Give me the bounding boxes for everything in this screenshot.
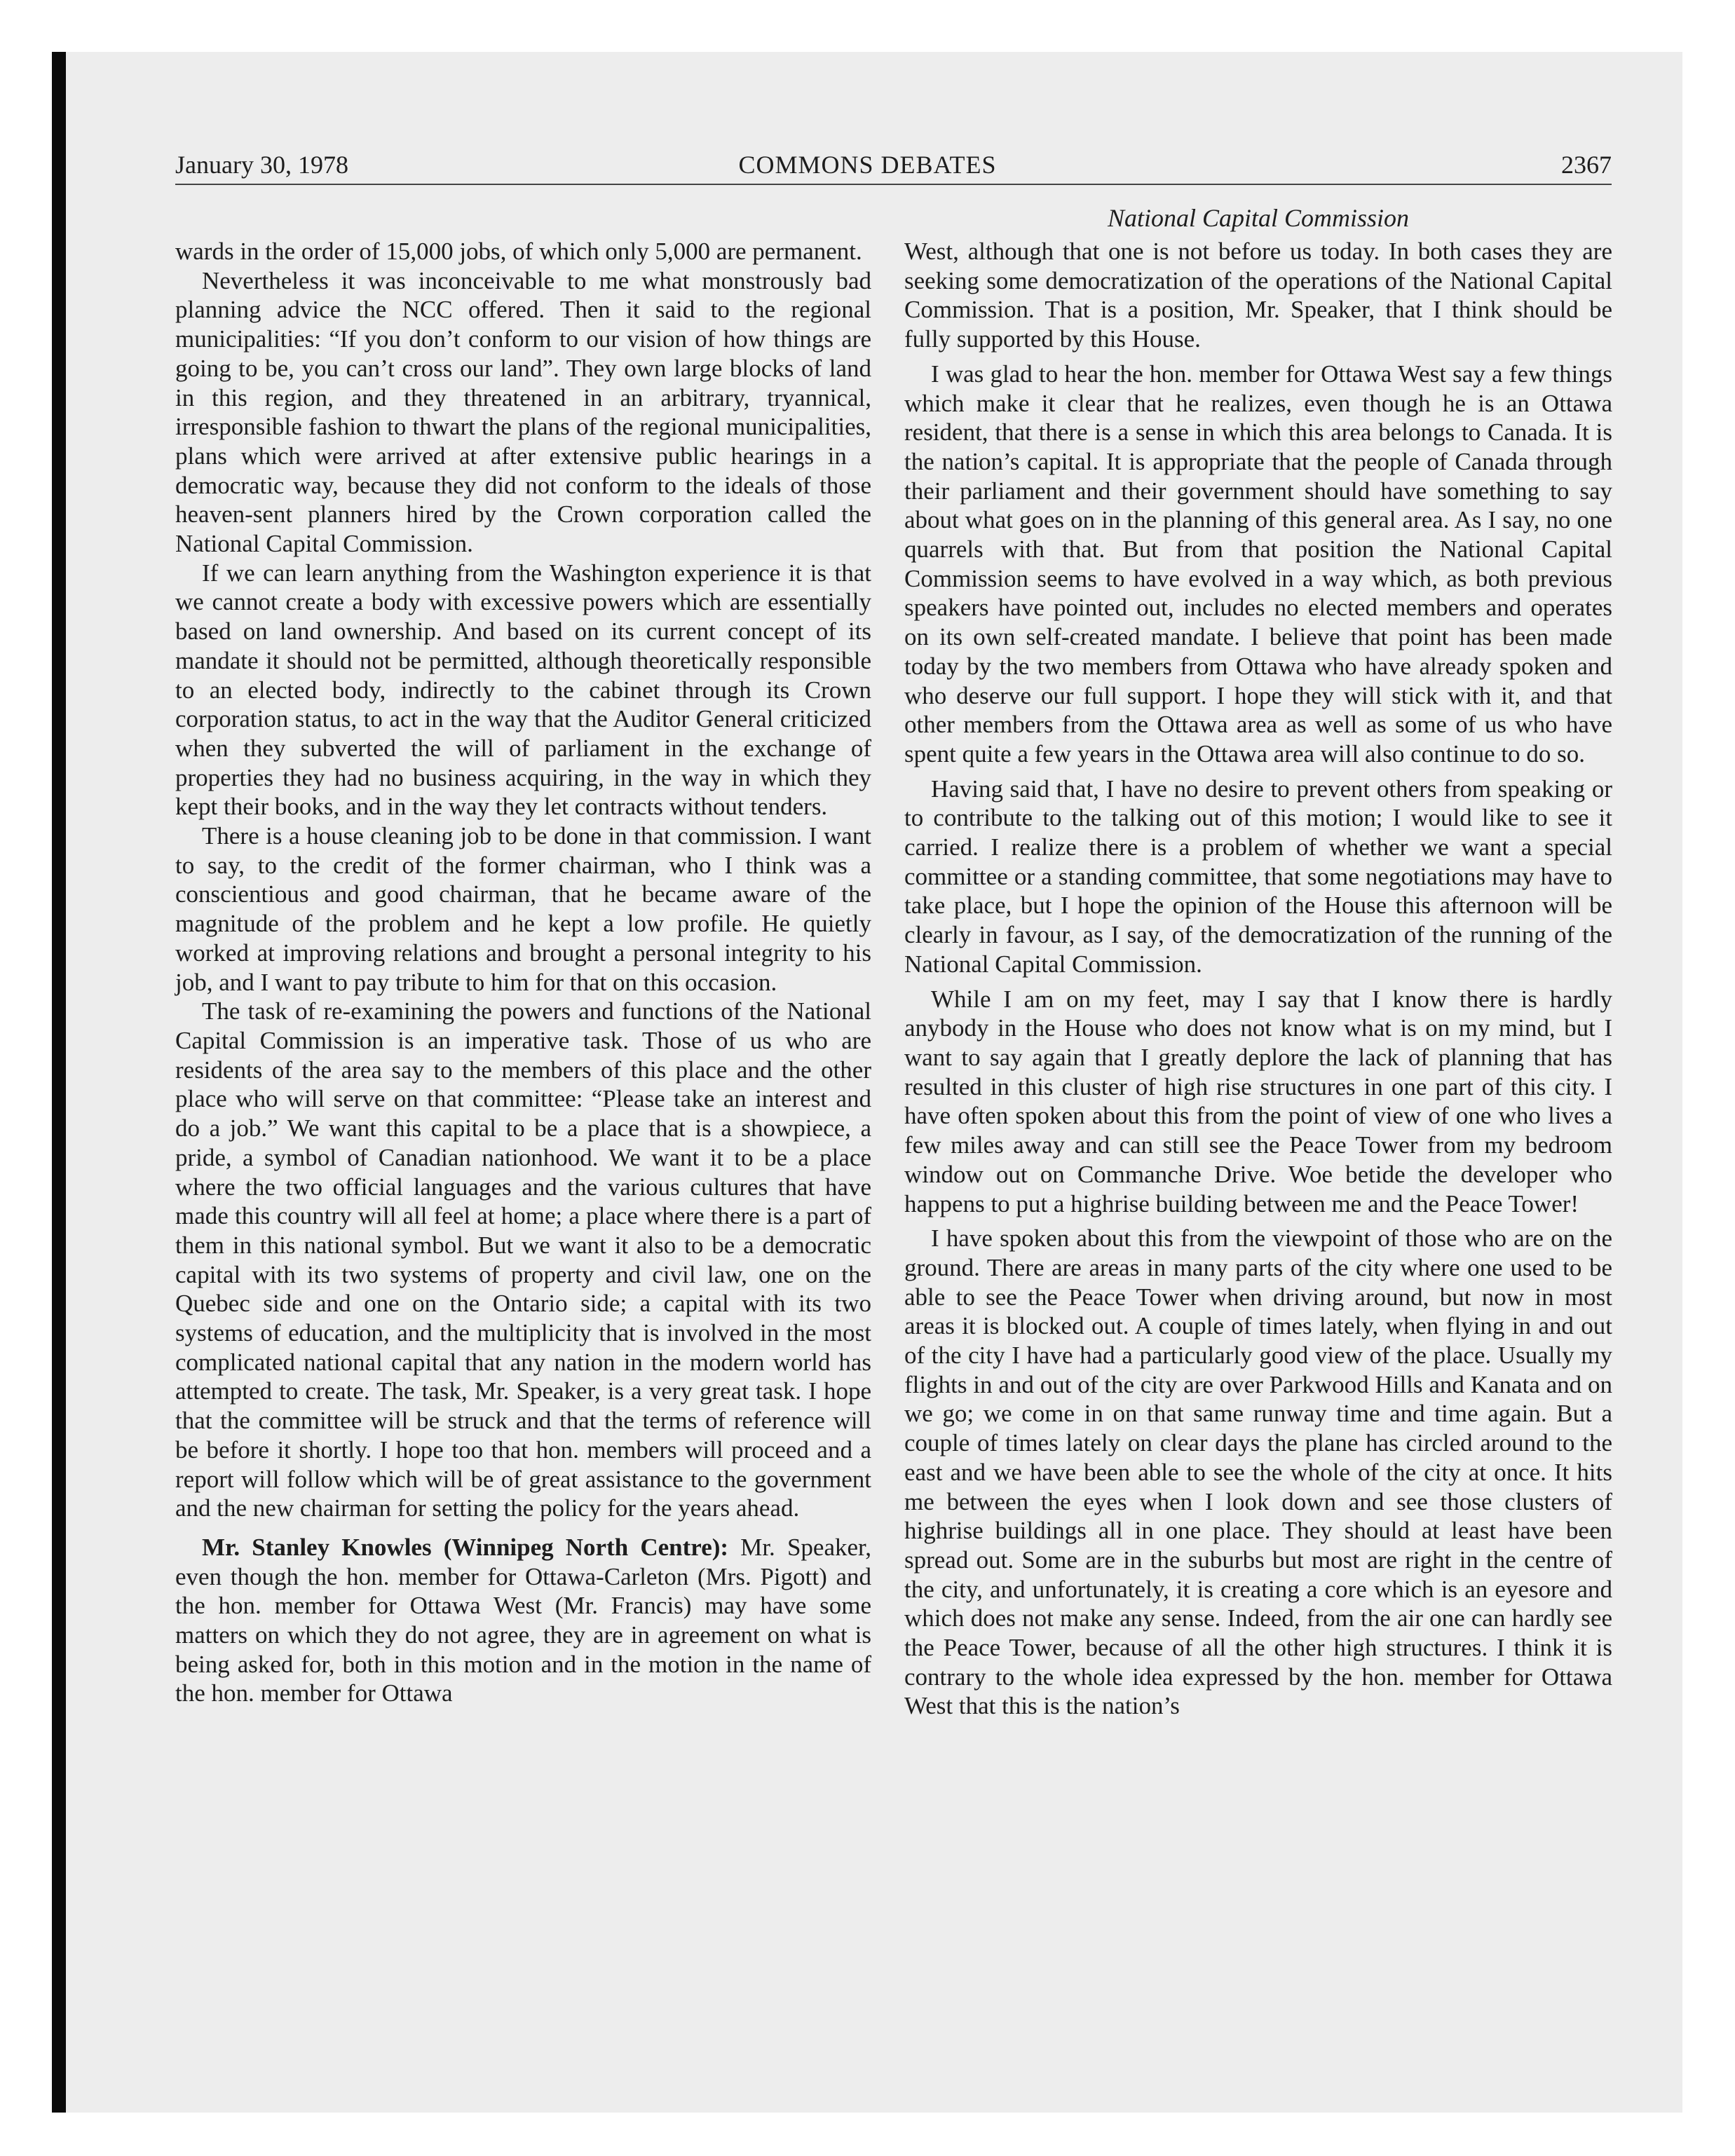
paragraph: I have spoken about this from the viewpoint of those who are on the ground. There are areas in many parts of the city where one used to be able to see the Peace Tower when driving around, but now in most areas it is blocked out. A couple of times lately, when flying in and out of the city I have had a particularly good view of the place. Usually my flights in and out of the city are over Parkwood Hills and Kanata and on we go; we come in on that same runway time and time again. But a couple of times lately on clear days the plane has circled around to the east and we have been able to see the whole of the city at once. It hits me between the eyes when I look down and see those clusters of highrise buildings all in one place. They should at least have been spread out. Some are in the suburbs but most are right in the centre of the city, and unfortunately, it is creating a core which is an eyesore and which does not make any sense. Indeed, from the air one can hardly see the Peace Tower, because of all the other high structures. I think it is contrary to the whole idea expressed by the hon. member for Ottawa West that this is the nation’s: [904, 1224, 1612, 1720]
right-column: [904, 237, 1612, 1721]
speaker-paragraph: [175, 1533, 871, 1708]
header-rule: [175, 184, 1612, 185]
running-head: National Capital Commission: [1107, 204, 1410, 232]
paragraph: If we can learn anything from the Washington experience it is that we cannot create a body with excessive powers which are essentially based on land ownership. And based on its current concept of its mandate it should not be permitted, although theoretically responsible to an elected body, indirectly to the cabinet through its Crown corporation status, to act in the way that the Auditor General criticized when they subverted the will of parliament in the exchange of properties they had no business acquiring, in the way in which they kept their books, and in the way they let contracts without tenders.: [175, 559, 871, 821]
paragraph: West, although that one is not before us today. In both cases they are seeking some democratization of the operations of the National Capital Commission. That is a position, Mr. Speaker, that I think should be fully supported by this House.: [904, 238, 1612, 353]
paragraph: While I am on my feet, may I say that I know there is hardly anybody in the House who does not know what is on my mind, but I want to say again that I greatly deplore the lack of planning that has resulted in this cluster of high rise structures in one part of this city. I have often spoken about this from the point of view of one who lives a few miles away and can still see the Peace Tower from my bedroom window out on Commanche Drive. Woe betide the developer who happens to put a highrise building between me and the Peace Tower!: [904, 985, 1612, 1217]
speech-text: Mr. Speaker, even though the hon. member for Ottawa-Carleton (Mrs. Pigott) and the hon. member for Ottawa West (Mr. Francis) may have some matters on which they do not agree, they are in agreement on what is being asked for, both in this motion and in the motion in the name of the hon. member for Ottawa: [175, 1533, 872, 1707]
paragraph: Having said that, I have no desire to prevent others from speaking or to contribute to the talking out of this motion; I would like to see it carried. I realize there is a problem of whether we want a special committee or a standing committee, that some negotiations may have to take place, but I hope the opinion of the House this afternoon will be clearly in favour, as I say, of the democratization of the running of the National Capital Commission.: [904, 775, 1612, 978]
header-date: January 30, 1978: [175, 151, 348, 179]
header-publication: COMMONS DEBATES: [738, 151, 997, 179]
paragraph: The task of re-examining the powers and functions of the National Capital Commission is an imperative task. Those of us who are residents of the area say to the members of this place and the other place who will serve on that committee: “Please take an interest and do a job.” We want this capital to be a place that is a showpiece, a pride, a symbol of Canadian nationhood. We want it to be a place where the two official languages and the various cultures that have made this country will all feel at home; a place where there is a part of them in this national symbol. But we want it also to be a democratic capital with its two systems of property and civil law, one on the Quebec side and one on the Ontario side; a capital with its two systems of education, and the multiplicity that is involved in the most complicated national capital that any nation in the modern world has attempted to create. The task, Mr. Speaker, is a very great task. I hope that the committee will be struck and that the terms of reference will be before it shortly. I hope too that hon. members will proceed and a report will follow which will be of great assistance to the government and the new chairman for setting the policy for the years ahead.: [175, 997, 871, 1522]
paragraph: There is a house cleaning job to be done in that commission. I want to say, to the credit of the former chairman, who I think was a conscientious and good chairman, that he became aware of the magnitude of the problem and he kept a low profile. He quietly worked at improving relations and brought a personal integrity to his job, and I want to pay tribute to him for that on this occasion.: [175, 822, 871, 996]
binding-edge: [52, 52, 66, 2113]
left-column: [175, 237, 871, 1708]
paragraph: I was glad to hear the hon. member for Ottawa West say a few things which make it clear that he realizes, even though he is an Ottawa resident, that there is a sense in which this area belongs to Canada. It is the nation’s capital. It is appropriate that the people of Canada through their parliament and their government should have something to say about what goes on in the planning of this general area. As I say, no one quarrels with that. But from that position the National Capital Commission seems to have evolved in a way which, as both previous speakers have pointed out, includes no elected members and operates on its own self-created mandate. I believe that point has been made today by the two members from Ottawa who have already spoken and who deserve our full support. I hope they will stick with it, and that other members from the Ottawa area as well as some of us who have spent quite a few years in the Ottawa area will also continue to do so.: [904, 360, 1612, 767]
speaker-name: Mr. Stanley Knowles (Winnipeg North Centre):: [202, 1533, 729, 1561]
paragraph: wards in the order of 15,000 jobs, of which only 5,000 are permanent.: [175, 238, 862, 265]
paragraph: Nevertheless it was inconceivable to me what monstrously bad planning advice the NCC offered. Then it said to the regional municipalities: “If you don’t conform to our vision of how things are going to be, you can’t cross our land”. They own large blocks of land in this region, and they threatened in an arbitrary, tryannical, irresponsible fashion to thwart the plans of the regional municipalities, plans which were arrived at after extensive public hearings in a democratic way, because they did not conform to the ideals of those heaven-sent planners hired by the Crown corporation called the National Capital Commission.: [175, 266, 871, 558]
header-page-number: 2367: [1561, 151, 1612, 179]
